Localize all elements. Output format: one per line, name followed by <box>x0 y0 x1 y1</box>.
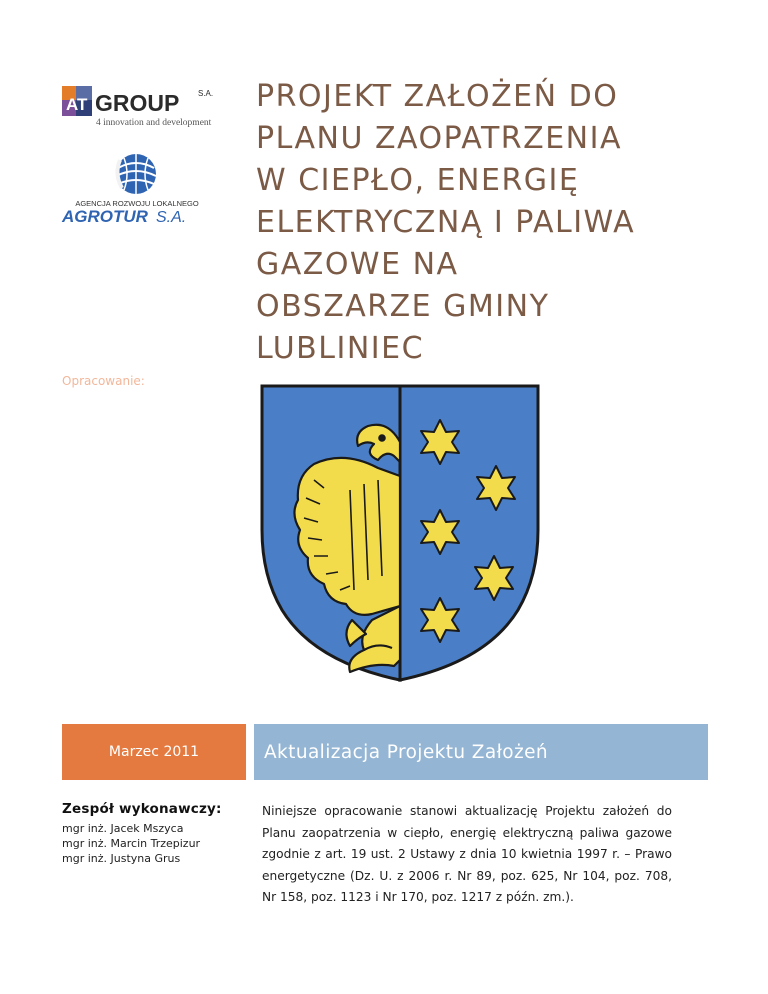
team-member: mgr inż. Justyna Grus <box>62 852 181 865</box>
agrotur-name-text: AGROTUR <box>62 207 148 226</box>
description-paragraph: Niniejsze opracowanie stanowi aktualizację Projektu założeń do Planu zaopatrzenia w ciepło, energię elektryczną paliwa gazowe zgodnie z art. 19 ust. 2 Ustawy z dnia 10 kwietnia 1997 r. – Prawo energetyczne (Dz. U. z 2006 r. Nr 89, poz. 625, Nr 104, poz. 708, Nr 158, poz. 1123 i Nr 170, poz. 1217 z późn. zm.). <box>262 804 672 904</box>
title-line: OBSZARZE GMINY <box>256 289 550 324</box>
title-line: GAZOWE NA <box>256 247 459 282</box>
team-member: mgr inż. Jacek Mszyca <box>62 822 184 835</box>
atgroup-at-text: AT <box>66 95 88 114</box>
date-text: Marzec 2011 <box>108 744 200 760</box>
subtitle-band <box>254 724 708 780</box>
subtitle-text: Aktualizacja Projektu Założeń <box>264 741 548 763</box>
title-line: ELEKTRYCZNĄ I PALIWA <box>256 205 636 240</box>
agrotur-logo <box>58 150 216 228</box>
agrotur-agency-text: AGENCJA ROZWOJU LOKALNEGO <box>75 199 199 208</box>
atgroup-tagline: 4 innovation and development <box>96 118 212 128</box>
agrotur-suffix-text: S.A. <box>156 209 187 226</box>
title-line: W CIEPŁO, ENERGIĘ <box>256 163 580 198</box>
atgroup-suffix-text: S.A. <box>198 89 214 98</box>
document-title <box>256 76 726 370</box>
team-member: mgr inż. Marcin Trzepizur <box>62 837 201 850</box>
atgroup-name-text: GROUP <box>95 90 180 116</box>
date-band <box>62 724 246 780</box>
team-block <box>62 801 247 866</box>
team-heading: Zespół wykonawczy: <box>62 801 222 817</box>
prepared-by-label: Opracowanie: <box>62 374 145 388</box>
title-line: PLANU ZAOPATRZENIA <box>256 121 622 156</box>
atgroup-logo <box>62 84 242 134</box>
coat-of-arms-lubliniec-icon <box>254 380 546 698</box>
title-line: PROJEKT ZAŁOŻEŃ DO <box>256 79 619 114</box>
title-line: LUBLINIEC <box>256 331 425 366</box>
